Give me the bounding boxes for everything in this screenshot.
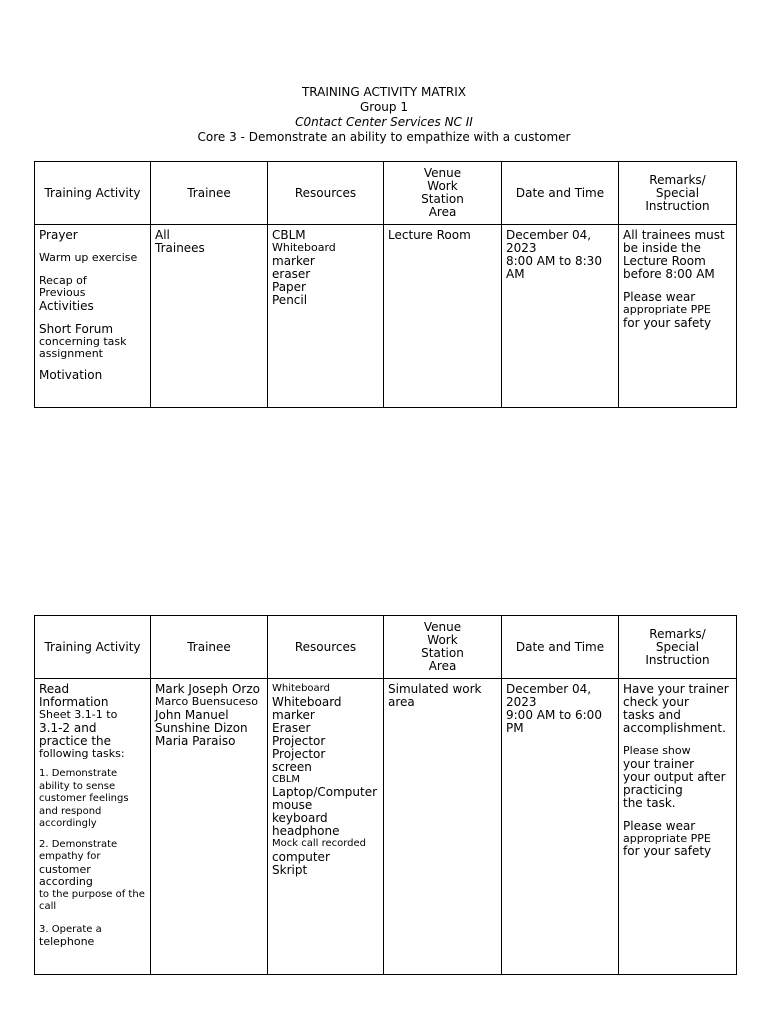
header-training-activity: Training Activity [35, 162, 151, 225]
datetime-cell: December 04, 2023 8:00 AM to 8:30 AM [502, 225, 619, 408]
training-matrix-table-2 [34, 615, 737, 975]
document-header [0, 85, 768, 145]
header-remarks: Remarks/ Special Instruction [619, 162, 737, 225]
table-row [35, 679, 737, 975]
header-training-activity: Training Activity [35, 616, 151, 679]
resources-cell: CBLM Whiteboard marker eraser Paper Pencil [268, 225, 384, 408]
venue-cell: Simulated work area [384, 679, 502, 975]
table-header-row [35, 616, 737, 679]
remarks-cell: Have your trainer check your tasks and accomplishment. Please show your trainer your output after practicing the task. Please wear appropriate PPE for your safety [619, 679, 737, 975]
header-trainee: Trainee [151, 616, 268, 679]
table-header-row [35, 162, 737, 225]
resources-cell: Whiteboard Whiteboard marker Eraser Projector Projector screen CBLM Laptop/Computer mouse keyboard headphone Mock call recorded computer Skript [268, 679, 384, 975]
qualification-label: C0ntact Center Services NC II [295, 115, 473, 129]
training-matrix-table-1 [34, 161, 737, 408]
activity-cell: Read Information Sheet 3.1-1 to 3.1-2 and practice the following tasks: 1. Demonstrate ability to sense customer feelings and respond accordingly 2. Demonstrate empathy for customer according to the purpose of the call 3. Operate a telephone [35, 679, 151, 975]
header-resources: Resources [268, 162, 384, 225]
matrix-title: TRAINING ACTIVITY MATRIX [301, 85, 467, 99]
trainee-cell: All Trainees [151, 225, 268, 408]
trainee-cell: Mark Joseph Orzo Marco Buensuceso John Manuel Sunshine Dizon Maria Paraiso [151, 679, 268, 975]
header-venue: Venue Work Station Area [384, 616, 502, 679]
activity-cell: Prayer Warm up exercise Recap of Previous Activities Short Forum concerning task assignment Motivation [35, 225, 151, 408]
header-date-time: Date and Time [502, 616, 619, 679]
header-remarks: Remarks/ Special Instruction [619, 616, 737, 679]
header-venue: Venue Work Station Area [384, 162, 502, 225]
datetime-cell: December 04, 2023 9:00 AM to 6:00 PM [502, 679, 619, 975]
header-date-time: Date and Time [502, 162, 619, 225]
header-resources: Resources [268, 616, 384, 679]
venue-cell: Lecture Room [384, 225, 502, 408]
core-label: Core 3 - Demonstrate an ability to empathize with a customer [197, 130, 571, 144]
header-trainee: Trainee [151, 162, 268, 225]
remarks-cell: All trainees must be inside the Lecture Room before 8:00 AM Please wear appropriate PPE for your safety [619, 225, 737, 408]
group-label: Group 1 [360, 100, 408, 114]
table-row [35, 225, 737, 408]
